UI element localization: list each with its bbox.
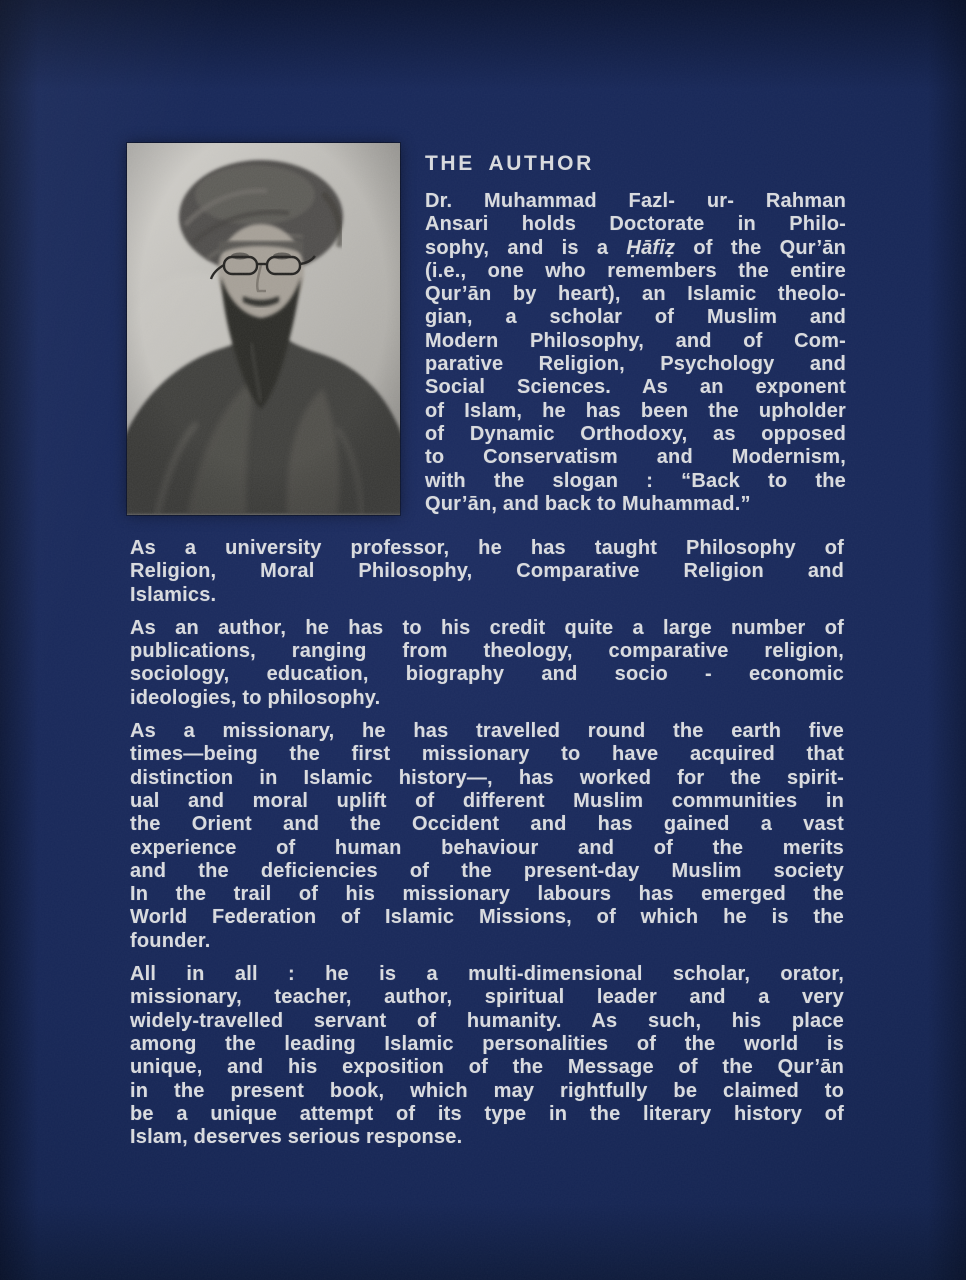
text-line: missionary, teacher, author, spiritual leader and a very [130,986,844,1009]
text-line: ual and moral uplift of different Muslim communities in [130,789,844,812]
author-photo [127,143,400,515]
text-line: Qur’ān, and back to Muhammad.” [425,492,751,515]
text-line: Religion, Moral Philosophy, Comparative Religion and [130,560,844,583]
text-line: Qur’ān by heart), an Islamic theolo- [425,283,846,306]
text-line: among the leading Islamic personalities of the world is [130,1032,844,1055]
text-line: Islamics. [130,583,217,606]
bio-paragraphs [130,537,844,1159]
paragraph-summary [130,963,844,1149]
text-line: (i.e., one who remembers the entire [425,259,846,282]
paragraph-missionary [130,720,844,953]
text-line: of Islam, he has been the upholder [425,399,846,422]
photo-grain [127,143,400,515]
text-line: be a unique attempt of its type in the literary history of [130,1102,844,1125]
text-line: As an author, he has to his credit quite a large number of [130,616,844,639]
text-line: Social Sciences. As an exponent [425,376,846,399]
text-line: All in all : he is a multi-dimensional scholar, orator, [130,963,844,986]
text-line: sociology, education, biography and socio - economic [130,663,844,686]
text-line: Islam, deserves serious response. [130,1126,463,1149]
text-line: publications, ranging from theology, comparative religion, [130,640,844,663]
text-line: parative Religion, Psychology and [425,353,846,376]
text-line: sophy, and is a Ḥāfiẓ of the Qur’ān [425,236,846,259]
text-line: experience of human behaviour and of the merits [130,836,844,859]
text-line: unique, and his exposition of the Message of the Qur’ān [130,1056,844,1079]
author-intro-column [425,152,846,516]
author-intro-paragraph [425,190,846,516]
text-line: ideologies, to philosophy. [130,686,381,709]
text-line: distinction in Islamic history—, has worked for the spirit- [130,766,844,789]
text-line: As a university professor, he has taught Philosophy of [130,537,844,559]
paragraph-author [130,617,844,710]
text-line: Ansari holds Doctorate in Philo- [425,213,846,236]
text-line: In the trail of his missionary labours has emerged the [130,883,844,906]
text-line: As a missionary, he has travelled round the earth five [130,720,844,743]
text-line: World Federation of Islamic Missions, of which he is the [130,906,844,929]
text-line: gian, a scholar of Muslim and [425,306,846,329]
text-line: widely-travelled servant of humanity. As such, his place [130,1009,844,1032]
text-line: in the present book, which may rightfully be claimed to [130,1079,844,1102]
page-title: THE AUTHOR [425,152,594,175]
paragraph-professor [130,537,844,607]
text-line: Modern Philosophy, and of Com- [425,329,846,352]
text-line: to Conservatism and Modernism, [425,446,846,469]
text-line: Dr. Muhammad Fazl- ur- Rahman [425,190,846,212]
text-line: the Orient and the Occident and has gained a vast [130,813,844,836]
text-line: and the deficiencies of the present-day Muslim society [130,859,844,882]
text-line: times—being the first missionary to have acquired that [130,743,844,766]
text-line: with the slogan : “Back to the [425,469,846,492]
portrait-svg [127,143,400,515]
text-line: of Dynamic Orthodoxy, as opposed [425,422,846,445]
text-line: founder. [130,929,211,952]
